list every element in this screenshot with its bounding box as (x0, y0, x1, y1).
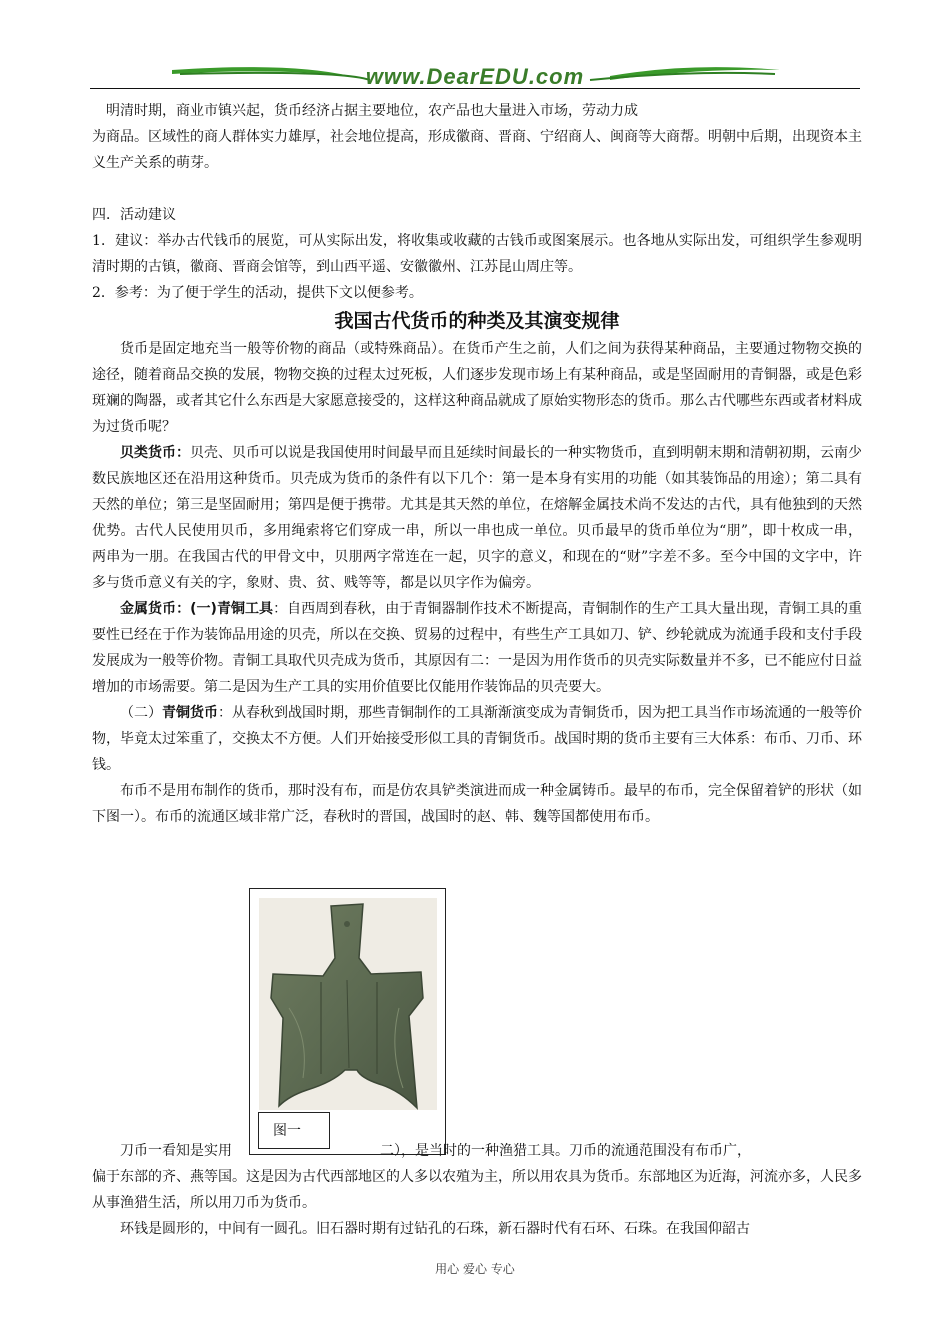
paragraph-ming-qing-cont: 为商品。区域性的商人群体实力雄厚，社会地位提高，形成徽商、晋商、宁绍商人、闽商等大商帮。明朝中后期，出现资本主义生产关系的萌芽。 (92, 129, 862, 171)
document-body-lower (92, 1138, 862, 1242)
paragraph-huan-coin: 环钱是圆形的，中间有一圆孔。旧石器时期有过钻孔的石珠，新石器时代有石环、石珠。在我国仰韶古 (120, 1221, 750, 1237)
site-logo-text: www.DearEDU.com (365, 64, 585, 89)
spade-coin-image (259, 898, 437, 1110)
paragraph-bu-coin: 布币不是用布制作的货币，那时没有布，而是仿农具铲类演进而成一种金属铸币。最早的布币，完全保留着铲的形状（如下图一）。布币的流通区域非常广泛，春秋时的晋国，战国时的赵、韩、魏等国都使用布币。 (92, 783, 862, 825)
paragraph-bronze-currency: （二）青铜货币：从春秋到战国时期，那些青铜制作的工具渐渐演变成为青铜货币，因为把工具当作市场流通的一般等价物，毕竟太过笨重了，交换太不方便。人们开始接受形似工具的青铜货币。战国时期的货币主要有三大体系：布币、刀币、环钱。 (92, 705, 862, 773)
metal-label: 金属货币：(一)青铜工具 (120, 601, 274, 617)
coin-photo (259, 898, 437, 1110)
paragraph-shell-currency: 贝类货币：贝壳、贝币可以说是我国使用时间最早而且延续时间最长的一种实物货币，直到明朝末期和清朝初期，云南少数民族地区还在沿用这种货币。贝壳成为货币的条件有以下几个：第一是本身有实用的功能（如其装饰品的用途）；第二具有天然的单位；第三是坚固耐用；第四是便于携带。尤其是其天然的单位，在熔解金属技术尚不发达的古代，具有他独到的天然优势。古代人民使用贝币，多用绳索将它们穿成一串，所以一串也成一单位。贝币最早的货币单位为“朋”，即十枚成一串，两串为一朋。在我国古代的甲骨文中，贝朋两字常连在一起，贝字的意义，和现在的“财”字差不多。至今中国的文字中，许多与货币意义有关的字，象财、贵、贫、贱等等，都是以贝字作为偏旁。 (92, 445, 862, 591)
paragraph-intro: 货币是固定地充当一般等价物的商品（或特殊商品）。在货币产生之前，人们之间为获得某种商品，主要通过物物交换的途径，随着商品交换的发展，物物交换的过程太过死板，人们逐步发现市场上有某种商品，或是坚固耐用的青铜器，或是色彩斑斓的陶器，或者其它什么东西是大家愿意接受的，这样这种商品就成了原始实物形态的货币。那么古代哪些东西或者材料成为过货币呢？ (92, 341, 862, 435)
figure-caption: 图一 (258, 1112, 330, 1149)
spacer (92, 176, 862, 202)
suggestion-1: 1．建议：举办古代钱币的展览，可从实际出发，将收集或收藏的古钱币或图案展示。也各地从实际出发，可组织学生参观明清时期的古镇，徽商、晋商会馆等，到山西平遥、安徽徽州、江苏昆山周庄等。 (92, 233, 862, 275)
document-body (92, 98, 862, 830)
section-heading: 四．活动建议 (92, 207, 176, 223)
paragraph-ming-qing: 明清时期，商业市镇兴起，货币经济占据主要地位，农产品也大量进入市场，劳动力成 (106, 103, 638, 119)
paragraph-metal-currency: 金属货币：(一)青铜工具：自西周到春秋，由于青铜器制作技术不断提高，青铜制作的生产工具大量出现，青铜工具的重要性已经在于作为装饰品用途的贝壳，所以在交换、贸易的过程中，有些生产工具如刀、铲、纱轮就成为流通手段和支付手段发展成为一般等价物。青铜工具取代贝壳成为货币，其原因有二：一是因为用作货币的贝壳实际数量并不多，已不能应付日益增加的市场需要。第二是因为生产工具的实用价值要比仅能用作装饰品的贝壳要大。 (92, 601, 863, 695)
paragraph-dao-coin: 刀币一看知是实用 二），是当时的一种渔猎工具。刀币的流通范围没有布币广， (120, 1143, 751, 1159)
paragraph-dao-coin-cont: 偏于东部的齐、燕等国。这是因为古代西部地区的人多以农殖为主，所以用农具为货币。东部地区为近海，河流亦多，人民多从事渔猎生活，所以用刀币为货币。 (92, 1169, 862, 1211)
site-header (90, 58, 860, 92)
header-rule (90, 88, 860, 89)
page-footer: 用心 爱心 专心 (435, 1262, 515, 1276)
article-title: 我国古代货币的种类及其演变规律 (334, 310, 620, 332)
shell-label: 贝类货币： (120, 445, 190, 461)
suggestion-2: 2．参考：为了便于学生的活动，提供下文以便参考。 (92, 285, 423, 301)
bronze-label: 青铜货币 (162, 705, 218, 721)
